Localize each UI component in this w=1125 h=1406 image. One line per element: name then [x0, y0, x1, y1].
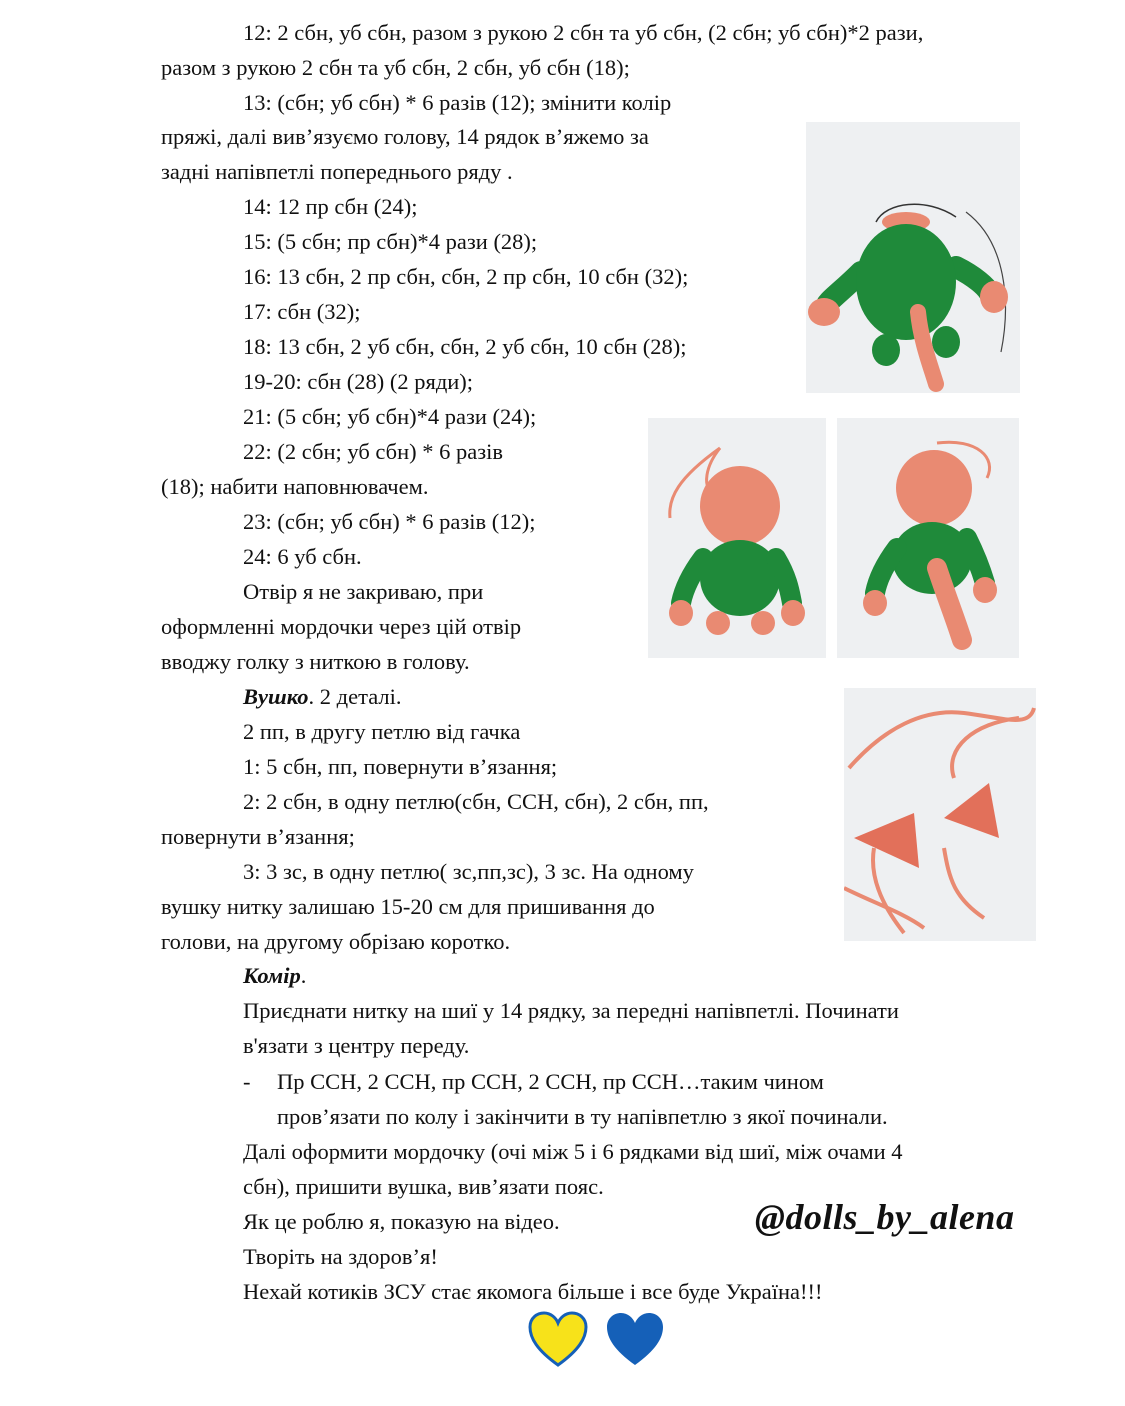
text-line: сбн), пришити вушка, вив’язати пояс.	[243, 1174, 604, 1199]
text-line: оформленні мордочки через цій отвір	[161, 614, 522, 639]
text-line: голови, на другому обрізаю коротко.	[161, 929, 511, 954]
photo-head-back	[837, 418, 1019, 658]
text-line: задні напівпетлі попереднього ряду .	[161, 159, 513, 184]
crochet-head-illustration	[648, 418, 826, 658]
text-line: вушку нитку залишаю 15-20 см для пришивання до	[161, 894, 655, 919]
text-line: вводжу голку з ниткою в голову.	[161, 649, 470, 674]
heart-blue-shape	[604, 1310, 666, 1368]
text-line: пров’язати по колу і закінчити в ту напівпетлю з якої починали.	[277, 1104, 888, 1129]
text-line: (18); набити наповнювачем.	[161, 474, 429, 499]
text-line: 1: 5 сбн, пп, повернути в’язання;	[243, 754, 558, 779]
bullet-dash: -	[243, 1069, 251, 1094]
text-line: 18: 13 сбн, 2 уб сбн, сбн, 2 уб сбн, 10 сбн (28);	[243, 334, 687, 359]
text-line: 2 пп, в другу петлю від гачка	[243, 719, 521, 744]
text-line: 24: 6 уб сбн.	[243, 544, 362, 569]
text-line: 14: 12 пр сбн (24);	[243, 194, 418, 219]
crochet-back-illustration	[837, 418, 1019, 658]
text-line: Творіть на здоров’я!	[243, 1244, 438, 1269]
crochet-body-illustration	[806, 122, 1020, 393]
text-line: 15: (5 сбн; пр сбн)*4 рази (28);	[243, 229, 538, 254]
text-line: Як це роблю я, показую на відео.	[243, 1209, 560, 1234]
text-line: пряжі, далі вив’язуємо голову, 14 рядок в’яжемо за	[161, 124, 649, 149]
collar-title: Комір	[243, 963, 301, 988]
text-line: 17: сбн (32);	[243, 299, 361, 324]
signature: @dolls_by_alena	[755, 1197, 1015, 1237]
ear-title-rest: . 2 деталі.	[308, 684, 402, 709]
text-line: Нехай котиків ЗСУ стає якомога більше і все буде Україна!!!	[243, 1279, 823, 1304]
text-line: в'язати з центру переду.	[243, 1033, 470, 1058]
text-line: Далі оформити мордочку (очі між 5 і 6 рядками від шиї, між очами 4	[243, 1139, 903, 1164]
heart-blue-icon	[604, 1310, 666, 1368]
ear-title: Вушко	[243, 684, 309, 709]
photo-ears	[844, 688, 1036, 941]
text-line: 16: 13 сбн, 2 пр сбн, сбн, 2 пр сбн, 10 сбн (32);	[243, 264, 689, 289]
ear-heading	[243, 682, 402, 712]
text-line: 21: (5 сбн; уб сбн)*4 рази (24);	[243, 404, 537, 429]
heart-yellow-icon	[527, 1310, 589, 1368]
heart-yellow-shape	[527, 1310, 589, 1368]
text-line: разом з рукою 2 сбн та уб сбн, 2 сбн, уб сбн (18);	[161, 55, 630, 80]
crochet-ears-illustration	[844, 688, 1036, 941]
text-line: 13: (сбн; уб сбн) * 6 разів (12); змінити колір	[243, 90, 672, 115]
photo-body-back	[806, 122, 1020, 393]
text-line: повернути в’язання;	[161, 824, 355, 849]
text-line: 12: 2 сбн, уб сбн, разом з рукою 2 сбн та уб сбн, (2 сбн; уб сбн)*2 рази,	[243, 20, 924, 45]
text-line: Пр ССН, 2 ССН, пр ССН, 2 ССН, пр ССН…таким чином	[277, 1069, 824, 1094]
text-line: 23: (сбн; уб сбн) * 6 разів (12);	[243, 509, 536, 534]
text-line: 19-20: сбн (28) (2 ряди);	[243, 369, 474, 394]
text-line: Приєднати нитку на шиї у 14 рядку, за передні напівпетлі. Починати	[243, 998, 899, 1023]
photo-head-front	[648, 418, 826, 658]
text-line: 3: 3 зс, в одну петлю( зс,пп,зс), 3 зс. На одному	[243, 859, 694, 884]
collar-title-rest: .	[300, 963, 307, 988]
collar-heading	[243, 961, 306, 991]
text-line: 2: 2 сбн, в одну петлю(сбн, ССН, сбн), 2 сбн, пп,	[243, 789, 709, 814]
text-line: 22: (2 сбн; уб сбн) * 6 разів	[243, 439, 504, 464]
text-line: Отвір я не закриваю, при	[243, 579, 484, 604]
